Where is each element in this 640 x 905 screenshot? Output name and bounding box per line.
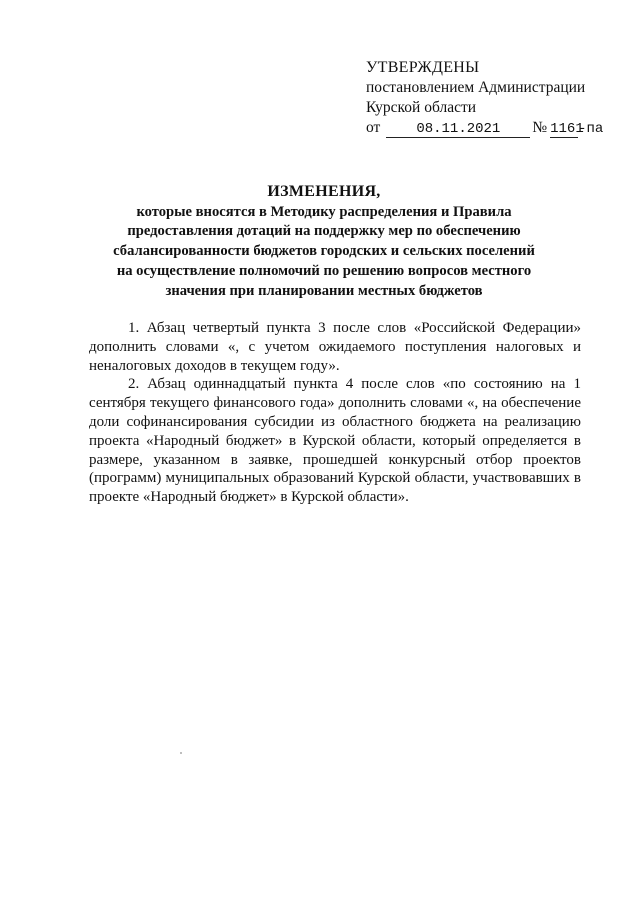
document-title — [108, 182, 540, 301]
title-heading: ИЗМЕНЕНИЯ, — [267, 183, 381, 200]
approval-number: 1161 — [550, 121, 584, 137]
title-line-1: которые вносятся в Методику распределения и Правила — [136, 203, 512, 220]
scan-speck — [180, 752, 182, 754]
document-body — [89, 319, 581, 507]
paragraph-2: 2. Абзац одиннадцатый пункта 4 после слов «по состоянию на 1 сентября текущего финансового года» дополнить словами «, на обеспечение доли софинансирования субсидии из областного бюджета на реализацию проекта «Народный бюджет» в Курской области, который определяется в размере, указанном в заявке, прошедшей конкурсный отбор проектов (программ) муниципальных образований Курской области, участвовавших в проекте «Народный бюджет» в Курской области». — [89, 376, 581, 506]
paragraph-1: 1. Абзац четвертый пункта 3 после слов «Российской Федерации» дополнить словами «, с учетом ожидаемого поступления налоговых и неналоговых доходов в текущем году». — [89, 320, 581, 374]
approval-line-2: Курской области — [366, 99, 477, 116]
title-line-2: предоставления дотаций на поддержку мер по обеспечению — [127, 223, 521, 240]
title-line-4: на осуществление полномочий по решению вопросов местного — [116, 262, 532, 279]
approval-heading: УТВЕРЖДЕНЫ — [366, 59, 480, 76]
title-line-5: значения при планировании местных бюджетов — [165, 282, 483, 299]
approval-line-1: постановлением Администрации — [366, 79, 586, 96]
date-prefix: от — [366, 119, 381, 136]
approval-date-row — [366, 118, 603, 139]
number-sign: № — [532, 119, 548, 136]
title-line-3: сбалансированности бюджетов городских и сельских поселений — [113, 243, 535, 260]
approval-number-suffix: -па — [578, 121, 604, 137]
approval-date: 08.11.2021 — [386, 121, 530, 138]
approval-stamp — [366, 58, 603, 139]
